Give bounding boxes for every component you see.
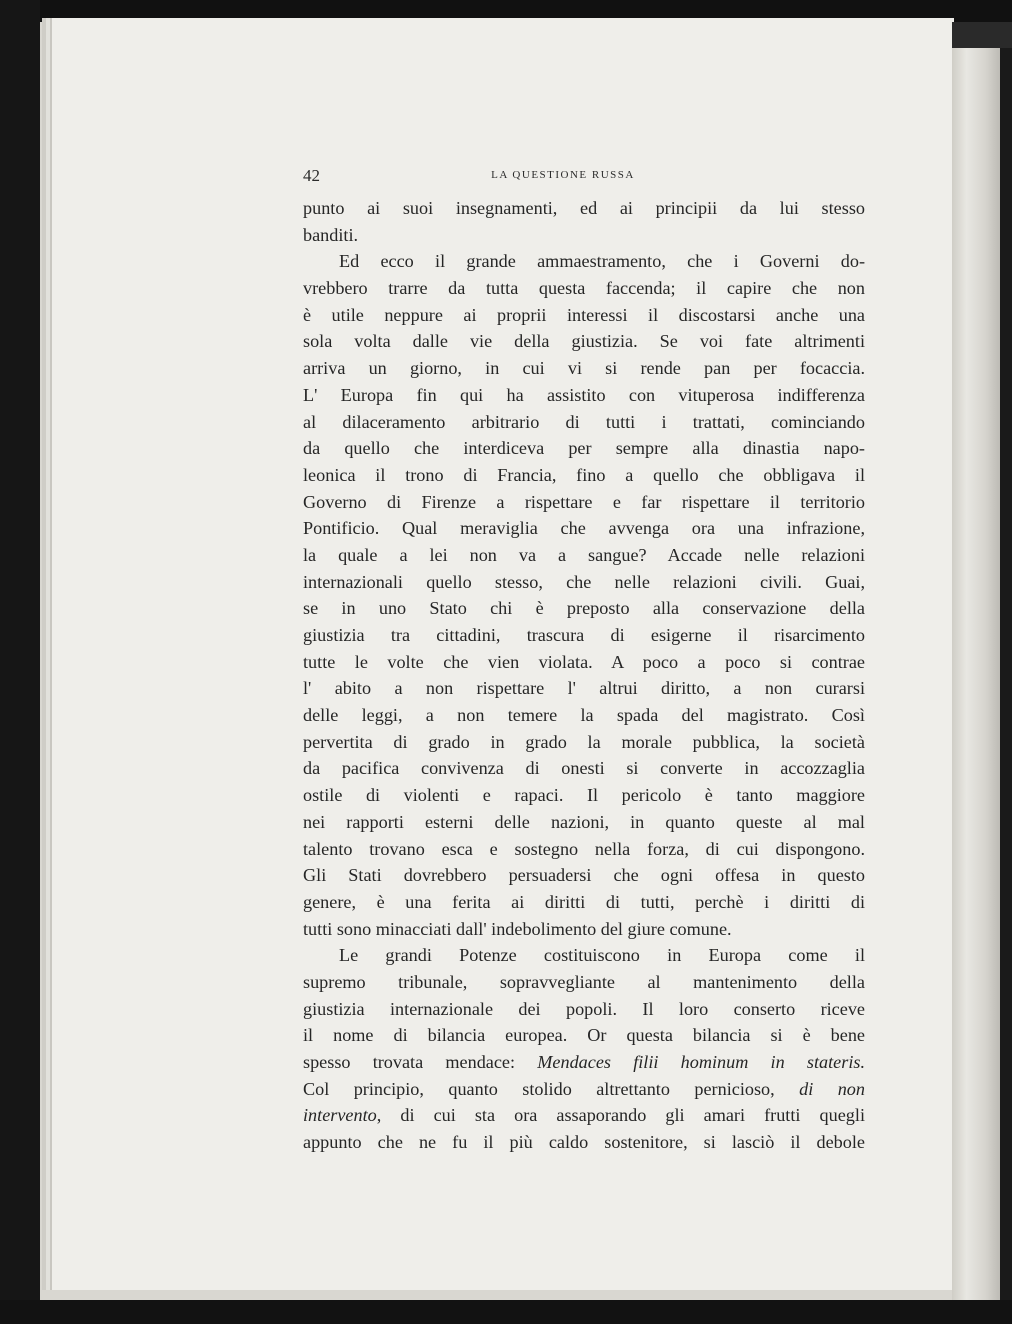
- text-line: appunto che ne fu il più caldo sostenitore, si lasciò il debole: [303, 1132, 865, 1153]
- text-line: Ed ecco il grande ammaestramento, che i Governi do-: [339, 251, 865, 272]
- text-line: al dilaceramento arbitrario di tutti i trattati, cominciando: [303, 411, 865, 432]
- text-line: [303, 1076, 865, 1103]
- text-line: l' abito a non rispettare l' altrui diritto, a non curarsi: [303, 678, 865, 699]
- text-line: nei rapporti esterni delle nazioni, in quanto queste al mal: [303, 811, 865, 832]
- text-line: Gli Stati dovrebbero persuadersi che ogni offesa in questo: [303, 865, 865, 886]
- text-line: talento trovano esca e sostegno nella forza, di cui dispongono.: [303, 838, 865, 859]
- text-span: Col principio, quanto stolido altrettanto pernicioso,: [303, 1078, 800, 1099]
- text-line: Pontificio. Qual meraviglia che avvenga ora una infrazione,: [303, 518, 865, 539]
- text-line: ostile di violenti e rapaci. Il pericolo è tanto maggiore: [303, 785, 865, 806]
- text-line: il nome di bilancia europea. Or questa bilancia si è bene: [303, 1025, 865, 1046]
- italic-phrase: intervento: [303, 1105, 377, 1126]
- text-line: giustizia tra cittadini, trascura di esigerne il risarcimento: [303, 625, 865, 645]
- running-title: LA QUESTIONE RUSSA: [491, 169, 635, 181]
- text-line: da pacifica convivenza di onesti si converte in accozzaglia: [303, 758, 865, 779]
- running-header: [303, 166, 863, 188]
- scan-border-left: [0, 0, 40, 1324]
- text-line: Governo di Firenze a rispettare e far rispettare il territorio: [303, 491, 865, 512]
- text-span: spesso trovata mendace:: [303, 1052, 538, 1072]
- text-line: è utile neppure ai proprii interessi il discostarsi anche una: [303, 304, 865, 325]
- page-edge: [952, 22, 1000, 1300]
- text-line: la quale a lei non va a sangue? Accade nelle relazioni: [303, 544, 865, 565]
- text-line: supremo tribunale, sopravvegliante al mantenimento della: [303, 971, 865, 992]
- body-text: [303, 195, 865, 1156]
- text-line: giustizia internazionale dei popoli. Il loro conserto riceve: [303, 998, 865, 1019]
- text-line: pervertita di grado in grado la morale pubblica, la società: [303, 731, 865, 752]
- text-line: [303, 1049, 865, 1076]
- text-line: tutti sono minacciati dall' indebolimento del giure comune.: [303, 918, 732, 939]
- text-span: , di cui sta ora assaporando gli amari frutti quegli: [376, 1105, 865, 1126]
- text-line: tutte le volte che vien violata. A poco a poco si contrae: [303, 651, 865, 672]
- text-line: banditi.: [303, 224, 359, 245]
- text-line: leonica il trono di Francia, fino a quello che obbligava il: [303, 464, 865, 485]
- text-line: L' Europa fin qui ha assistito con vituperosa indifferenza: [303, 384, 865, 405]
- text-line: vrebbero trarre da tutta questa faccenda; il capire che non: [303, 278, 865, 299]
- text-line: Le grandi Potenze costituiscono in Europa come il: [339, 945, 865, 966]
- text-line: punto ai suoi insegnamenti, ed ai principii da lui stesso: [303, 198, 865, 218]
- scan-border-bottom: [0, 1300, 1012, 1324]
- text-line: sola volta dalle vie della giustizia. Se voi fate altrimenti: [303, 331, 865, 352]
- italic-phrase: di non: [799, 1078, 865, 1099]
- text-line: [303, 1102, 865, 1129]
- text-line: da quello che interdiceva per sempre alla dinastia napo-: [303, 438, 865, 459]
- latin-quote: Mendaces filii hominum in stateris.: [537, 1052, 865, 1072]
- text-line: delle leggi, a non temere la spada del magistrato. Così: [303, 705, 865, 726]
- text-line: arriva un giorno, in cui vi si rende pan per focaccia.: [303, 358, 865, 379]
- text-line: genere, è una ferita ai diritti di tutti, perchè i diritti di: [303, 891, 865, 912]
- text-line: se in uno Stato chi è preposto alla conservazione della: [303, 598, 865, 619]
- scan-corner: [952, 22, 1012, 48]
- page-number: 42: [303, 166, 320, 185]
- text-line: internazionali quello stesso, che nelle relazioni civili. Guai,: [303, 571, 865, 592]
